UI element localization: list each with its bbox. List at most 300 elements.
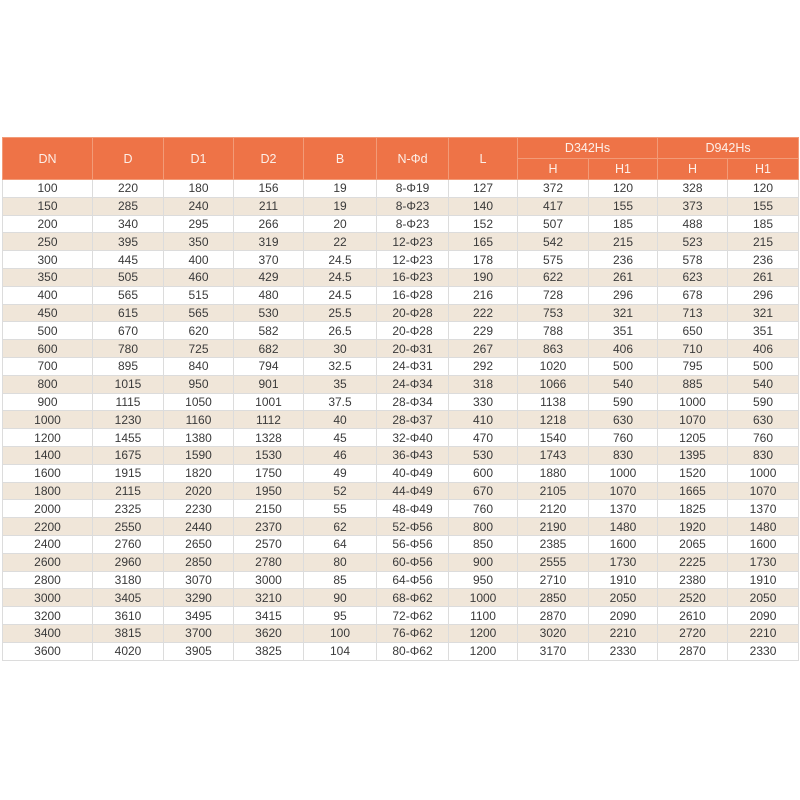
table-cell: 2870: [518, 607, 589, 625]
table-cell: 2230: [164, 500, 234, 518]
column-header-d1: D1: [164, 138, 234, 180]
table-cell: 1112: [234, 411, 304, 429]
table-cell: 22: [304, 233, 377, 251]
table-cell: 1395: [658, 446, 728, 464]
table-cell: 24.5: [304, 251, 377, 269]
table-cell: 2090: [728, 607, 799, 625]
table-cell: 406: [728, 340, 799, 358]
table-cell: 410: [449, 411, 518, 429]
table-row: [3, 535, 799, 553]
table-cell: 60-Φ56: [377, 553, 449, 571]
table-cell: 300: [3, 251, 93, 269]
table-cell: 3180: [93, 571, 164, 589]
table-cell: 2330: [589, 642, 658, 660]
table-cell: 2610: [658, 607, 728, 625]
table-cell: 266: [234, 215, 304, 233]
table-cell: 340: [93, 215, 164, 233]
table-cell: 62: [304, 518, 377, 536]
table-cell: 1530: [234, 446, 304, 464]
table-cell: 52-Φ56: [377, 518, 449, 536]
table-cell: 500: [728, 357, 799, 375]
table-cell: 2020: [164, 482, 234, 500]
table-cell: 24.5: [304, 286, 377, 304]
table-row: [3, 357, 799, 375]
table-cell: 20-Φ28: [377, 304, 449, 322]
table-cell: 1160: [164, 411, 234, 429]
table-cell: 615: [93, 304, 164, 322]
table-cell: 830: [589, 446, 658, 464]
table-cell: 600: [3, 340, 93, 358]
table-cell: 1743: [518, 446, 589, 464]
table-cell: 25.5: [304, 304, 377, 322]
table-cell: 1600: [3, 464, 93, 482]
table-cell: 64-Φ56: [377, 571, 449, 589]
table-cell: 64: [304, 535, 377, 553]
table-row: [3, 642, 799, 660]
table-cell: 3700: [164, 624, 234, 642]
table-cell: 40: [304, 411, 377, 429]
table-cell: 725: [164, 340, 234, 358]
table-cell: 788: [518, 322, 589, 340]
table-cell: 2330: [728, 642, 799, 660]
table-cell: 1600: [589, 535, 658, 553]
table-cell: 505: [93, 268, 164, 286]
table-cell: 36-Φ43: [377, 446, 449, 464]
table-row: [3, 624, 799, 642]
table-cell: 2150: [234, 500, 304, 518]
table-cell: 3815: [93, 624, 164, 642]
table-cell: 28-Φ37: [377, 411, 449, 429]
table-cell: 523: [658, 233, 728, 251]
column-header-d942hs-h: H: [658, 159, 728, 180]
table-cell: 165: [449, 233, 518, 251]
table-cell: 2210: [728, 624, 799, 642]
table-header: [3, 138, 799, 180]
table-cell: 2650: [164, 535, 234, 553]
table-cell: 630: [728, 411, 799, 429]
table-cell: 795: [658, 357, 728, 375]
table-cell: 1000: [589, 464, 658, 482]
table-cell: 2225: [658, 553, 728, 571]
table-cell: 1380: [164, 429, 234, 447]
table-row: [3, 482, 799, 500]
table-cell: 156: [234, 180, 304, 198]
table-cell: 2380: [658, 571, 728, 589]
table-cell: 950: [164, 375, 234, 393]
table-cell: 2105: [518, 482, 589, 500]
table-cell: 623: [658, 268, 728, 286]
table-cell: 3000: [3, 589, 93, 607]
table-cell: 100: [3, 180, 93, 198]
column-header-d2: D2: [234, 138, 304, 180]
table-cell: 800: [3, 375, 93, 393]
table-cell: 1950: [234, 482, 304, 500]
table-cell: 32.5: [304, 357, 377, 375]
table-cell: 37.5: [304, 393, 377, 411]
table-cell: 3170: [518, 642, 589, 660]
table-cell: 710: [658, 340, 728, 358]
table-cell: 28-Φ34: [377, 393, 449, 411]
table-cell: 155: [728, 197, 799, 215]
table-cell: 215: [589, 233, 658, 251]
table-cell: 351: [728, 322, 799, 340]
table-cell: 46: [304, 446, 377, 464]
table-cell: 12-Φ23: [377, 251, 449, 269]
table-cell: 76-Φ62: [377, 624, 449, 642]
table-cell: 19: [304, 180, 377, 198]
table-row: [3, 304, 799, 322]
table-cell: 1020: [518, 357, 589, 375]
table-cell: 12-Φ23: [377, 233, 449, 251]
table-cell: 370: [234, 251, 304, 269]
table-cell: 2570: [234, 535, 304, 553]
table-cell: 3070: [164, 571, 234, 589]
table-cell: 229: [449, 322, 518, 340]
table-cell: 45: [304, 429, 377, 447]
table-cell: 372: [518, 180, 589, 198]
table-cell: 373: [658, 197, 728, 215]
table-cell: 319: [234, 233, 304, 251]
table-cell: 2520: [658, 589, 728, 607]
table-cell: 220: [93, 180, 164, 198]
table-cell: 180: [164, 180, 234, 198]
table-cell: 8-Φ23: [377, 197, 449, 215]
table-cell: 2960: [93, 553, 164, 571]
table-cell: 950: [449, 571, 518, 589]
table-cell: 155: [589, 197, 658, 215]
table-cell: 2385: [518, 535, 589, 553]
table-cell: 1915: [93, 464, 164, 482]
table-cell: 400: [3, 286, 93, 304]
table-row: [3, 500, 799, 518]
table-row: [3, 340, 799, 358]
table-cell: 85: [304, 571, 377, 589]
table-cell: 2050: [589, 589, 658, 607]
table-cell: 104: [304, 642, 377, 660]
table-cell: 2120: [518, 500, 589, 518]
table-cell: 678: [658, 286, 728, 304]
table-cell: 120: [728, 180, 799, 198]
table-cell: 24.5: [304, 268, 377, 286]
table-cell: 578: [658, 251, 728, 269]
table-cell: 2115: [93, 482, 164, 500]
table-cell: 100: [304, 624, 377, 642]
table-cell: 19: [304, 197, 377, 215]
table-cell: 3405: [93, 589, 164, 607]
table-row: [3, 322, 799, 340]
table-cell: 48-Φ49: [377, 500, 449, 518]
table-row: [3, 251, 799, 269]
table-cell: 530: [449, 446, 518, 464]
table-cell: 318: [449, 375, 518, 393]
table-cell: 2710: [518, 571, 589, 589]
table-cell: 1880: [518, 464, 589, 482]
table-cell: 620: [164, 322, 234, 340]
table-cell: 150: [3, 197, 93, 215]
table-cell: 1000: [658, 393, 728, 411]
table-cell: 56-Φ56: [377, 535, 449, 553]
table-cell: 16-Φ23: [377, 268, 449, 286]
table-cell: 1910: [589, 571, 658, 589]
table-cell: 1370: [589, 500, 658, 518]
table-cell: 350: [3, 268, 93, 286]
table-cell: 3200: [3, 607, 93, 625]
table-cell: 630: [589, 411, 658, 429]
table-cell: 1920: [658, 518, 728, 536]
table-cell: 1455: [93, 429, 164, 447]
table-cell: 901: [234, 375, 304, 393]
table-cell: 3020: [518, 624, 589, 642]
table-cell: 3610: [93, 607, 164, 625]
table-cell: 8-Φ23: [377, 215, 449, 233]
table-cell: 406: [589, 340, 658, 358]
table-cell: 285: [93, 197, 164, 215]
table-row: [3, 393, 799, 411]
table-row: [3, 286, 799, 304]
table-cell: 55: [304, 500, 377, 518]
table-cell: 295: [164, 215, 234, 233]
table-cell: 240: [164, 197, 234, 215]
table-cell: 1480: [589, 518, 658, 536]
table-cell: 127: [449, 180, 518, 198]
table-cell: 190: [449, 268, 518, 286]
group-header-d942hs: D942Hs: [658, 138, 799, 159]
table-cell: 20-Φ31: [377, 340, 449, 358]
table-cell: 830: [728, 446, 799, 464]
table-cell: 296: [589, 286, 658, 304]
table-cell: 2000: [3, 500, 93, 518]
table-cell: 3620: [234, 624, 304, 642]
table-cell: 1520: [658, 464, 728, 482]
table-cell: 1070: [728, 482, 799, 500]
table-cell: 330: [449, 393, 518, 411]
table-cell: 30: [304, 340, 377, 358]
table-row: [3, 607, 799, 625]
table-cell: 794: [234, 357, 304, 375]
table-cell: 328: [658, 180, 728, 198]
table-cell: 2210: [589, 624, 658, 642]
table-cell: 1400: [3, 446, 93, 464]
table-cell: 1000: [3, 411, 93, 429]
table-cell: 35: [304, 375, 377, 393]
table-cell: 590: [589, 393, 658, 411]
table-cell: 1480: [728, 518, 799, 536]
table-row: [3, 180, 799, 198]
table-cell: 800: [449, 518, 518, 536]
table-cell: 1200: [449, 624, 518, 642]
table-cell: 850: [449, 535, 518, 553]
table-cell: 900: [449, 553, 518, 571]
table-cell: 1540: [518, 429, 589, 447]
table-cell: 2440: [164, 518, 234, 536]
table-cell: 24-Φ31: [377, 357, 449, 375]
table-cell: 1115: [93, 393, 164, 411]
table-row: [3, 589, 799, 607]
table-cell: 8-Φ19: [377, 180, 449, 198]
table-cell: 460: [164, 268, 234, 286]
table-cell: 250: [3, 233, 93, 251]
table-cell: 1050: [164, 393, 234, 411]
column-header-d342hs-h1: H1: [589, 159, 658, 180]
table-cell: 1205: [658, 429, 728, 447]
group-header-d342hs: D342Hs: [518, 138, 658, 159]
table-cell: 500: [589, 357, 658, 375]
table-cell: 20: [304, 215, 377, 233]
table-cell: 1665: [658, 482, 728, 500]
table-cell: 4020: [93, 642, 164, 660]
table-cell: 26.5: [304, 322, 377, 340]
column-header-d342hs-h: H: [518, 159, 589, 180]
table-cell: 760: [449, 500, 518, 518]
table-cell: 222: [449, 304, 518, 322]
table-cell: 1066: [518, 375, 589, 393]
table-body: [3, 180, 799, 661]
table-cell: 32-Φ40: [377, 429, 449, 447]
table-cell: 480: [234, 286, 304, 304]
table-cell: 1070: [589, 482, 658, 500]
table-cell: 1200: [3, 429, 93, 447]
table-cell: 895: [93, 357, 164, 375]
table-row: [3, 464, 799, 482]
table-cell: 542: [518, 233, 589, 251]
dimension-table: [2, 137, 799, 661]
table-cell: 682: [234, 340, 304, 358]
table-cell: 3415: [234, 607, 304, 625]
table-cell: 120: [589, 180, 658, 198]
table-cell: 1000: [449, 589, 518, 607]
table-cell: 2850: [164, 553, 234, 571]
table-cell: 400: [164, 251, 234, 269]
table-cell: 2780: [234, 553, 304, 571]
table-cell: 20-Φ28: [377, 322, 449, 340]
table-cell: 44-Φ49: [377, 482, 449, 500]
column-header-b: B: [304, 138, 377, 180]
table-cell: 3400: [3, 624, 93, 642]
table-cell: 1800: [3, 482, 93, 500]
table-cell: 2800: [3, 571, 93, 589]
table-cell: 2870: [658, 642, 728, 660]
table-cell: 40-Φ49: [377, 464, 449, 482]
table-cell: 296: [728, 286, 799, 304]
table-cell: 236: [728, 251, 799, 269]
table-cell: 267: [449, 340, 518, 358]
table-cell: 1600: [728, 535, 799, 553]
table-cell: 540: [589, 375, 658, 393]
table-cell: 24-Φ34: [377, 375, 449, 393]
table-cell: 1000: [728, 464, 799, 482]
table-cell: 753: [518, 304, 589, 322]
table-cell: 622: [518, 268, 589, 286]
table-cell: 507: [518, 215, 589, 233]
table-cell: 3290: [164, 589, 234, 607]
column-header-dn: DN: [3, 138, 93, 180]
table-cell: 2050: [728, 589, 799, 607]
table-cell: 95: [304, 607, 377, 625]
column-header-d: D: [93, 138, 164, 180]
table-cell: 600: [449, 464, 518, 482]
table-cell: 3495: [164, 607, 234, 625]
table-cell: 2850: [518, 589, 589, 607]
table-cell: 3600: [3, 642, 93, 660]
table-cell: 2090: [589, 607, 658, 625]
table-cell: 885: [658, 375, 728, 393]
table-cell: 1730: [728, 553, 799, 571]
table-cell: 650: [658, 322, 728, 340]
table-cell: 80-Φ62: [377, 642, 449, 660]
table-row: [3, 411, 799, 429]
table-cell: 1070: [658, 411, 728, 429]
table-cell: 1015: [93, 375, 164, 393]
table-cell: 215: [728, 233, 799, 251]
table-row: [3, 375, 799, 393]
table-cell: 321: [589, 304, 658, 322]
table-cell: 1230: [93, 411, 164, 429]
table-cell: 1820: [164, 464, 234, 482]
table-cell: 350: [164, 233, 234, 251]
table-cell: 1138: [518, 393, 589, 411]
table-cell: 16-Φ28: [377, 286, 449, 304]
table-cell: 863: [518, 340, 589, 358]
table-cell: 670: [93, 322, 164, 340]
column-header-d942hs-h1: H1: [728, 159, 799, 180]
table-cell: 2325: [93, 500, 164, 518]
table-cell: 1910: [728, 571, 799, 589]
table-cell: 565: [93, 286, 164, 304]
table-cell: 185: [728, 215, 799, 233]
table-cell: 2600: [3, 553, 93, 571]
table-cell: 1200: [449, 642, 518, 660]
table-cell: 760: [589, 429, 658, 447]
table-cell: 2555: [518, 553, 589, 571]
table-cell: 211: [234, 197, 304, 215]
table-cell: 3825: [234, 642, 304, 660]
table-row: [3, 571, 799, 589]
table-cell: 530: [234, 304, 304, 322]
table-cell: 1730: [589, 553, 658, 571]
table-cell: 900: [3, 393, 93, 411]
table-cell: 728: [518, 286, 589, 304]
table-cell: 80: [304, 553, 377, 571]
table-cell: 1328: [234, 429, 304, 447]
table-cell: 713: [658, 304, 728, 322]
table-cell: 72-Φ62: [377, 607, 449, 625]
table-cell: 90: [304, 589, 377, 607]
table-cell: 321: [728, 304, 799, 322]
table-cell: 1590: [164, 446, 234, 464]
table-cell: 450: [3, 304, 93, 322]
table-cell: 185: [589, 215, 658, 233]
table-cell: 2370: [234, 518, 304, 536]
table-cell: 2400: [3, 535, 93, 553]
table-cell: 261: [589, 268, 658, 286]
table-row: [3, 268, 799, 286]
table-cell: 200: [3, 215, 93, 233]
table-cell: 3905: [164, 642, 234, 660]
table-cell: 351: [589, 322, 658, 340]
table-cell: 575: [518, 251, 589, 269]
table-cell: 216: [449, 286, 518, 304]
table-cell: 2720: [658, 624, 728, 642]
column-header-nphid: N-Φd: [377, 138, 449, 180]
table-cell: 445: [93, 251, 164, 269]
table-cell: 540: [728, 375, 799, 393]
table-cell: 1100: [449, 607, 518, 625]
table-cell: 1370: [728, 500, 799, 518]
table-cell: 2550: [93, 518, 164, 536]
table-row: [3, 518, 799, 536]
table-cell: 1825: [658, 500, 728, 518]
table-cell: 1675: [93, 446, 164, 464]
